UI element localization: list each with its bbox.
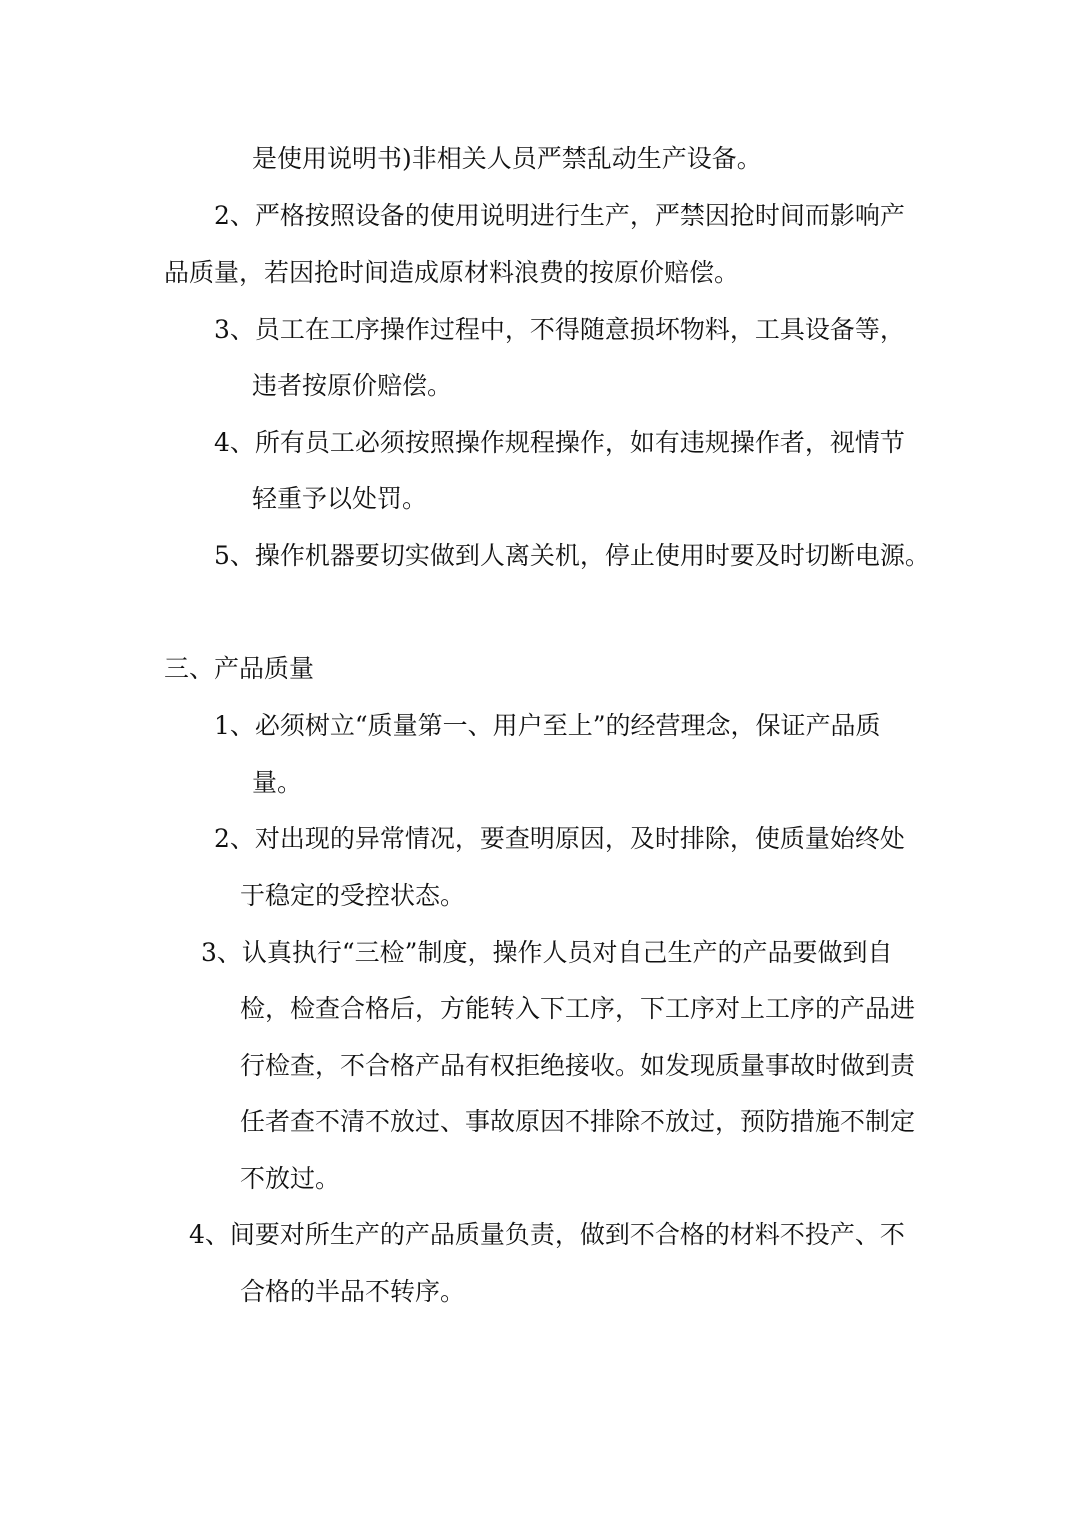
item2-line2: 品质量，若因抢时间造成原材料浪费的按原价赔偿。	[164, 258, 740, 287]
item4-line2: 轻重予以处罚。	[252, 484, 428, 513]
quality-item1-line1: 1、必须树立“质量第一、用户至上”的经营理念，保证产品质	[214, 711, 881, 740]
item5-line1: 5、操作机器要切实做到人离关机，停止使用时要及时切断电源。	[214, 541, 930, 570]
quality-item2-line1: 2、对出现的异常情况，要查明原因，及时排除，使质量始终处	[214, 824, 905, 853]
item2-line1: 2、严格按照设备的使用说明进行生产，严禁因抢时间而影响产	[214, 201, 905, 230]
quality-item3-line5: 不放过。	[240, 1164, 341, 1193]
quality-item3-line4: 任者查不清不放过、事故原因不排除不放过，预防措施不制定	[240, 1107, 916, 1136]
quality-item3-line2: 检，检查合格后，方能转入下工序，下工序对上工序的产品进	[240, 994, 916, 1023]
quality-item4-line2: 合格的半品不转序。	[240, 1277, 466, 1306]
item4-line1: 4、所有员工必须按照操作规程操作，如有违规操作者，视情节	[214, 428, 905, 457]
item3-line1: 3、员工在工序操作过程中，不得随意损坏物料，工具设备等，	[214, 315, 905, 344]
quality-item3-line1: 3、认真执行“三检”制度，操作人员对自己生产的产品要做到自	[201, 938, 893, 967]
quality-item1-line2: 量。	[252, 768, 303, 797]
section-three-title: 三、产品质量	[164, 654, 315, 683]
quality-item4-line1: 4、间要对所生产的产品质量负责，做到不合格的材料不投产、不	[189, 1220, 905, 1249]
quality-item2-line2: 于稳定的受控状态。	[240, 881, 466, 910]
quality-item3-line3: 行检查，不合格产品有权拒绝接收。如发现质量事故时做到责	[240, 1051, 916, 1080]
item1-continuation: 是使用说明书)非相关人员严禁乱动生产设备。	[252, 144, 762, 173]
item3-line2: 违者按原价赔偿。	[252, 371, 453, 400]
